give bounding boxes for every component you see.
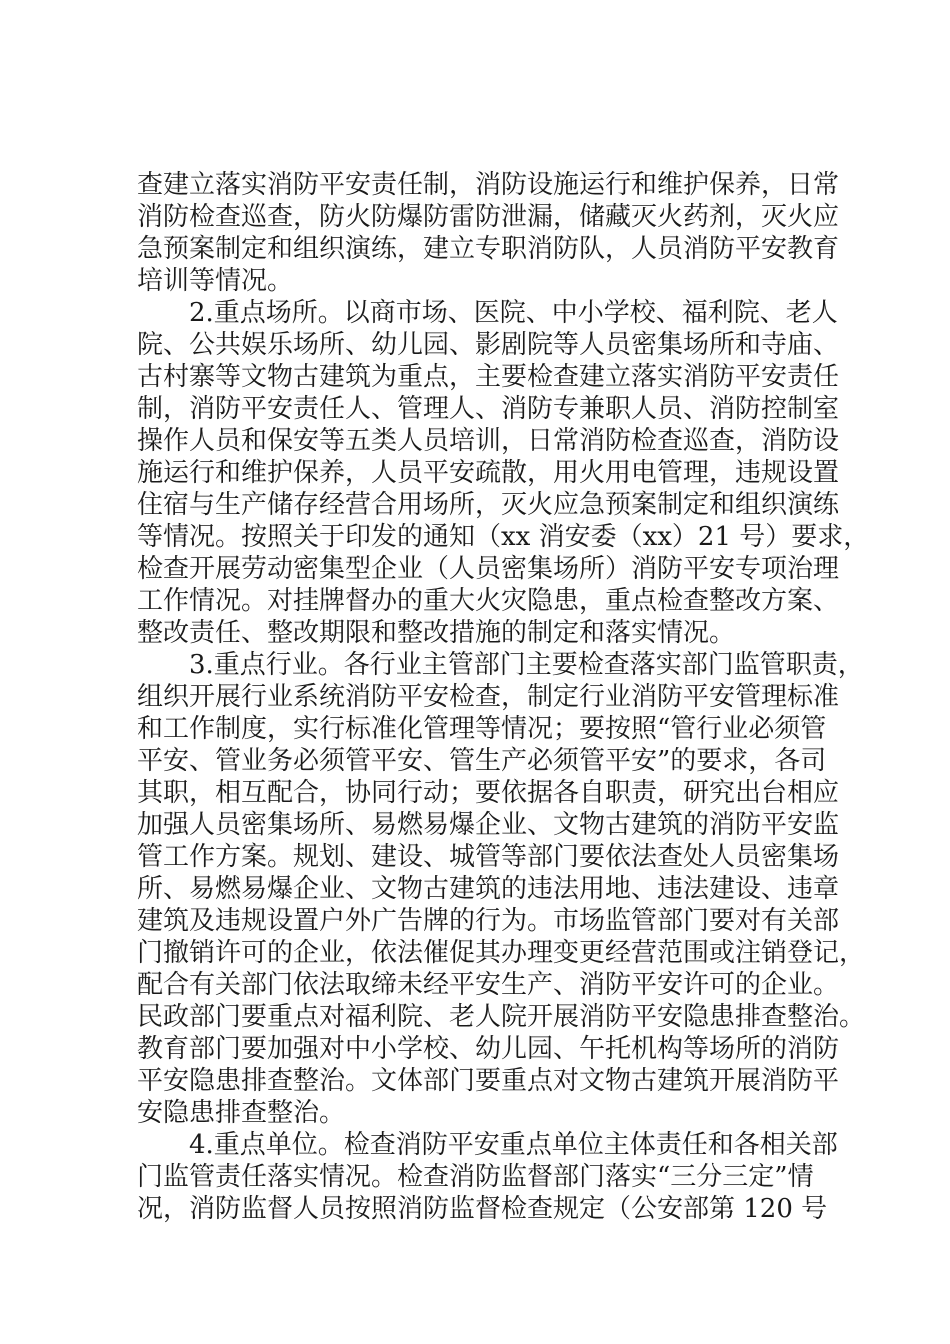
- text-line: 施运行和维护保养，人员平安疏散，用火用电管理，违规设置: [137, 458, 840, 488]
- text-line: 3.重点行业。各行业主管部门主要检查落实部门监管职责，: [189, 650, 864, 680]
- text-line: 检查开展劳动密集型企业（人员密集场所）消防平安专项治理: [137, 554, 840, 584]
- text-line: 古村寨等文物古建筑为重点，主要检查建立落实消防平安责任: [137, 362, 840, 392]
- text-line: 所、易燃易爆企业、文物古建筑的违法用地、违法建设、违章: [137, 874, 840, 904]
- text-line: 工作情况。对挂牌督办的重大火灾隐患，重点检查整改方案、: [137, 586, 840, 616]
- text-line: 民政部门要重点对福利院、老人院开展消防平安隐患排查整治。: [137, 1002, 866, 1032]
- text-line: 建筑及违规设置户外广告牌的行为。市场监管部门要对有关部: [137, 906, 840, 936]
- text-line: 平安、管业务必须管平安、管生产必须管平安”的要求，各司: [137, 746, 827, 776]
- text-line: 组织开展行业系统消防平安检查，制定行业消防平安管理标准: [137, 682, 840, 712]
- text-line: 等情况。按照关于印发的通知（xx 消安委（xx）21 号）要求，: [137, 522, 870, 552]
- text-line: 整改责任、整改期限和整改措施的制定和落实情况。: [137, 618, 736, 648]
- text-line: 消防检查巡查，防火防爆防雷防泄漏，储藏灭火药剂，灭火应: [137, 202, 840, 232]
- text-line: 操作人员和保安等五类人员培训，日常消防检查巡查，消防设: [137, 426, 840, 456]
- text-line: 况，消防监督人员按照消防监督检查规定（公安部第 120 号: [137, 1194, 828, 1224]
- text-line: 住宿与生产储存经营合用场所，灭火应急预案制定和组织演练: [137, 490, 840, 520]
- text-line: 平安隐患排查整治。文体部门要重点对文物古建筑开展消防平: [137, 1066, 840, 1096]
- text-line: 安隐患排查整治。: [137, 1098, 346, 1128]
- text-line: 培训等情况。: [137, 266, 294, 296]
- text-line: 其职，相互配合，协同行动；要依据各自职责，研究出台相应: [137, 778, 840, 808]
- text-line: 制，消防平安责任人、管理人、消防专兼职人员、消防控制室: [137, 394, 840, 424]
- text-line: 查建立落实消防平安责任制，消防设施运行和维护保养，日常: [137, 170, 840, 200]
- text-line: 2.重点场所。以商市场、医院、中小学校、福利院、老人: [189, 298, 838, 328]
- text-line: 和工作制度，实行标准化管理等情况；要按照“管行业必须管: [137, 714, 827, 744]
- text-line: 院、公共娱乐场所、幼儿园、影剧院等人员密集场所和寺庙、: [137, 330, 840, 360]
- text-line: 4.重点单位。检查消防平安重点单位主体责任和各相关部: [189, 1130, 838, 1160]
- text-line: 门监管责任落实情况。检查消防监督部门落实“三分三定”情: [137, 1162, 814, 1192]
- text-line: 门撤销许可的企业，依法催促其办理变更经营范围或注销登记，: [137, 938, 866, 968]
- text-line: 管工作方案。规划、建设、城管等部门要依法查处人员密集场: [137, 842, 840, 872]
- text-line: 加强人员密集场所、易燃易爆企业、文物古建筑的消防平安监: [137, 810, 840, 840]
- text-line: 教育部门要加强对中小学校、幼儿园、午托机构等场所的消防: [137, 1034, 840, 1064]
- text-line: 急预案制定和组织演练，建立专职消防队，人员消防平安教育: [137, 234, 840, 264]
- text-line: 配合有关部门依法取缔未经平安生产、消防平安许可的企业。: [137, 970, 840, 1000]
- document-body: [137, 169, 870, 1225]
